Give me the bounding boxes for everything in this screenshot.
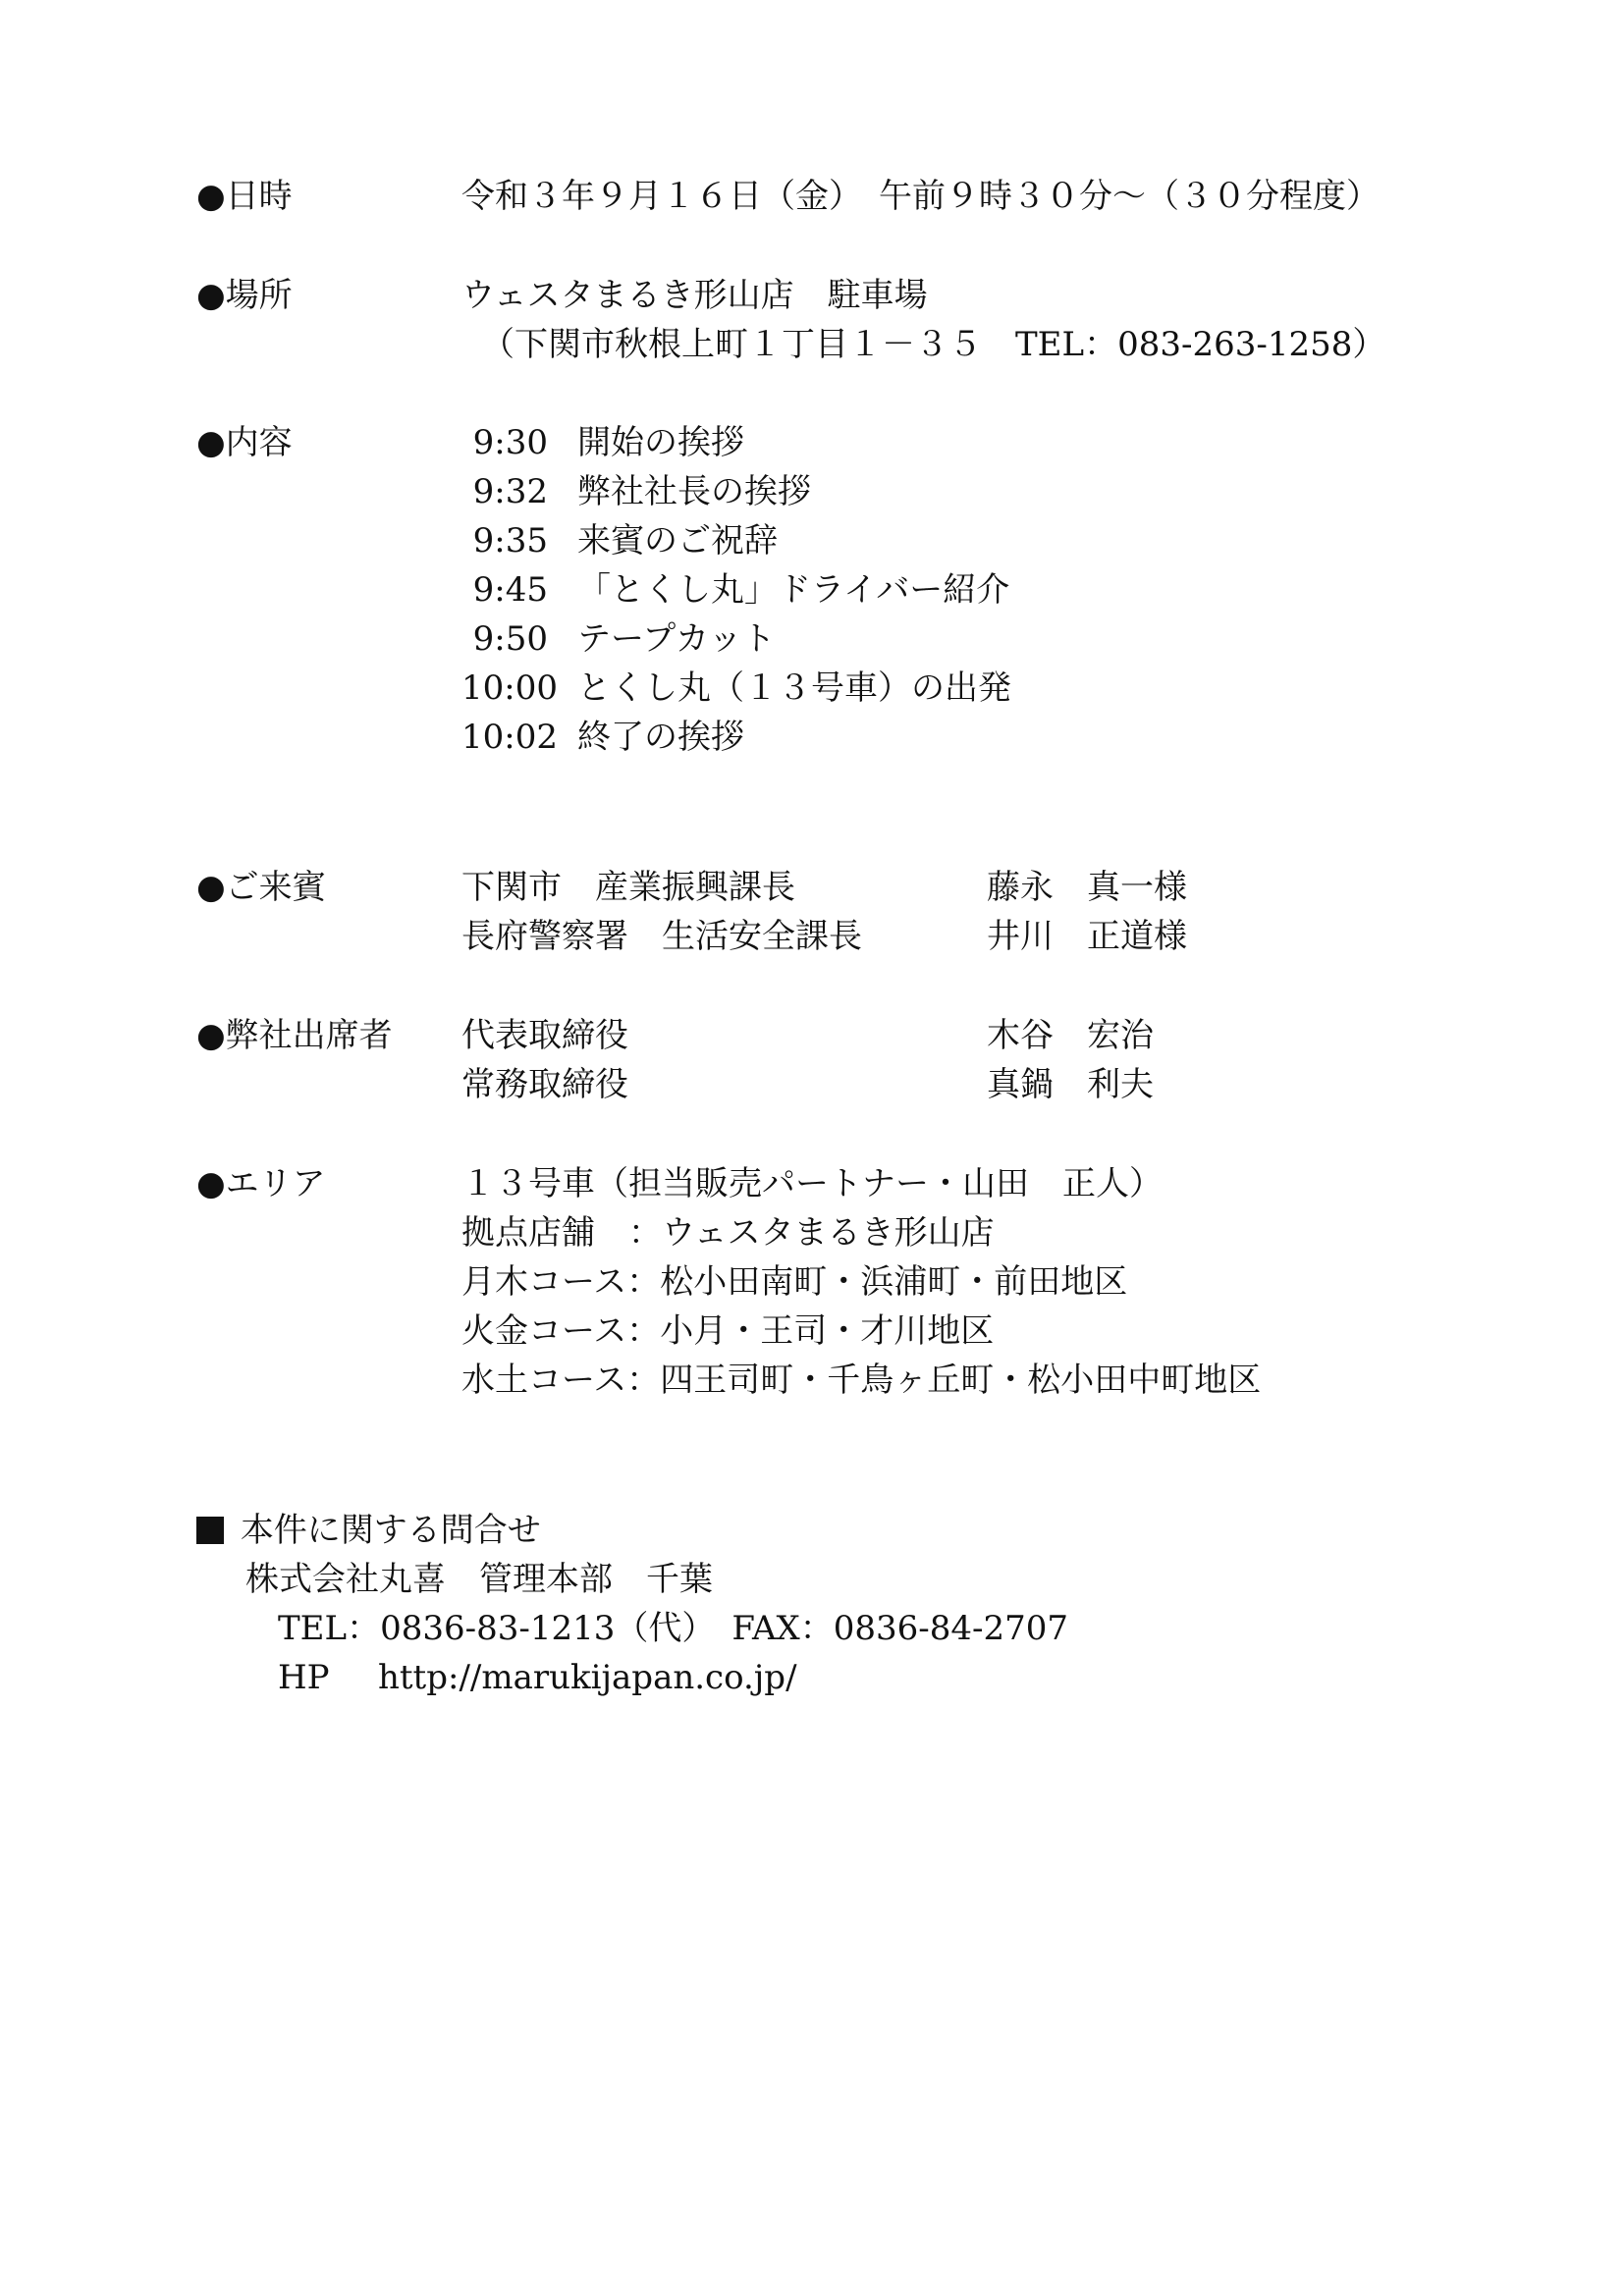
- attendee-title: 常務取締役: [461, 1065, 628, 1104]
- contact-phone: TEL：0836-83-1213（代） FAX：0836-84-2707: [278, 1609, 1069, 1648]
- program-time: 9:50: [472, 619, 548, 659]
- datetime-label: ●日時: [196, 177, 293, 216]
- content-label: ●内容: [196, 423, 293, 462]
- program-time: 9:30: [472, 423, 548, 462]
- area-vehicle: １３号車（担当販売パートナー・山田 正人）: [461, 1164, 1163, 1203]
- program-time: 10:00: [461, 668, 558, 708]
- program-time: 9:45: [472, 570, 548, 610]
- program-time: 10:02: [461, 718, 558, 757]
- attendee-name: 木谷 宏治: [987, 1016, 1154, 1055]
- attendee-title: 代表取締役: [461, 1016, 628, 1055]
- datetime-value: 令和３年９月１６日（金） 午前９時３０分～（３０分程度）: [461, 177, 1380, 216]
- contact-heading-text: 本件に関する問合せ: [240, 1511, 541, 1550]
- guest-name: 井川 正道様: [987, 917, 1187, 956]
- guests-label: ●ご来賓: [196, 868, 326, 907]
- program-event: 弊社社長の挨拶: [577, 472, 811, 511]
- square-bullet-icon: [196, 1517, 224, 1544]
- contact-hp-link[interactable]: http://marukijapan.co.jp/: [378, 1658, 797, 1697]
- program-time: 9:35: [472, 521, 548, 561]
- place-address: （下関市秋根上町１丁目１－３５ TEL：083-263-1258）: [481, 325, 1386, 364]
- program-event: 終了の挨拶: [577, 718, 744, 757]
- place-label: ●場所: [196, 276, 293, 315]
- attendee-name: 真鍋 利夫: [987, 1065, 1154, 1104]
- program-event: 来賓のご祝辞: [577, 521, 778, 561]
- program-event: テープカット: [577, 619, 776, 659]
- area-course: 火金コース：小月・王司・才川地区: [461, 1311, 995, 1351]
- place-name: ウェスタまるき形山店 駐車場: [461, 276, 928, 315]
- guest-title: 下関市 産業振興課長: [461, 868, 795, 907]
- program-event: とくし丸（１３号車）の出発: [577, 668, 1011, 708]
- contact-company: 株式会社丸喜 管理本部 千葉: [245, 1560, 713, 1599]
- area-base-store: 拠点店舗 ：ウェスタまるき形山店: [461, 1213, 995, 1253]
- program-time: 9:32: [472, 472, 548, 511]
- contact-hp-label: HP: [278, 1658, 330, 1697]
- attendees-label: ●弊社出席者: [196, 1016, 393, 1055]
- area-label: ●エリア: [196, 1164, 326, 1203]
- guest-name: 藤永 真一様: [987, 868, 1187, 907]
- program-event: 「とくし丸」ドライバー紹介: [577, 570, 1010, 610]
- guest-title: 長府警察署 生活安全課長: [461, 917, 862, 956]
- area-course: 月木コース：松小田南町・浜浦町・前田地区: [461, 1262, 1128, 1302]
- contact-heading: [196, 1511, 541, 1550]
- area-course: 水土コース：四王司町・千鳥ヶ丘町・松小田中町地区: [461, 1361, 1262, 1400]
- program-event: 開始の挨拶: [577, 423, 744, 462]
